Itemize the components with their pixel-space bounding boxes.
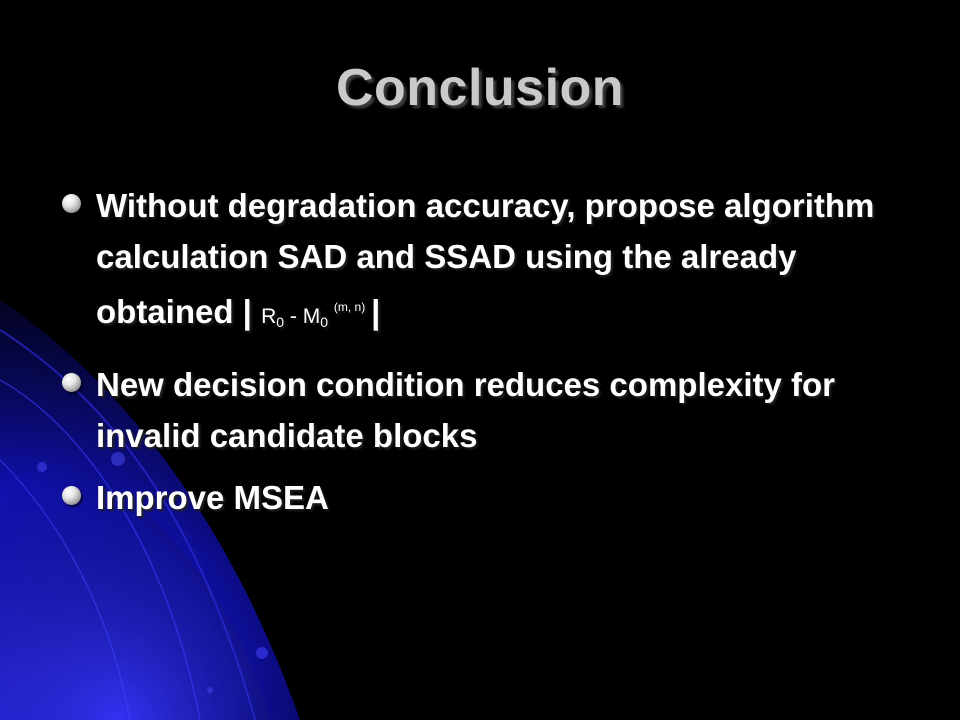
bullet-item [62,472,922,523]
formula-minus: - [289,305,297,328]
bullet-text: New decision condition reduces complexity for invalid candidate blocks [96,366,835,454]
bullet-text: Without degradation accuracy, propose algorithm calculation SAD and SSAD using the already obtained | [96,187,875,330]
formula [261,300,371,330]
bullet-item [62,180,922,348]
formula-r-subscript: 0 [276,314,285,330]
formula-m: M [302,305,321,328]
formula-r: R [261,305,277,328]
round-bullet-icon [62,194,81,213]
round-bullet-icon [62,373,81,392]
round-bullet-icon [62,486,81,505]
slide-title: Conclusion [335,59,625,117]
bullet-item [62,359,922,461]
bullet-text-suffix: | [371,293,381,330]
formula-m-superscript: (m, n) [333,300,366,314]
bullet-list [62,180,922,534]
formula-m-subscript: 0 [320,314,329,330]
bullet-text: Improve MSEA [96,479,329,516]
